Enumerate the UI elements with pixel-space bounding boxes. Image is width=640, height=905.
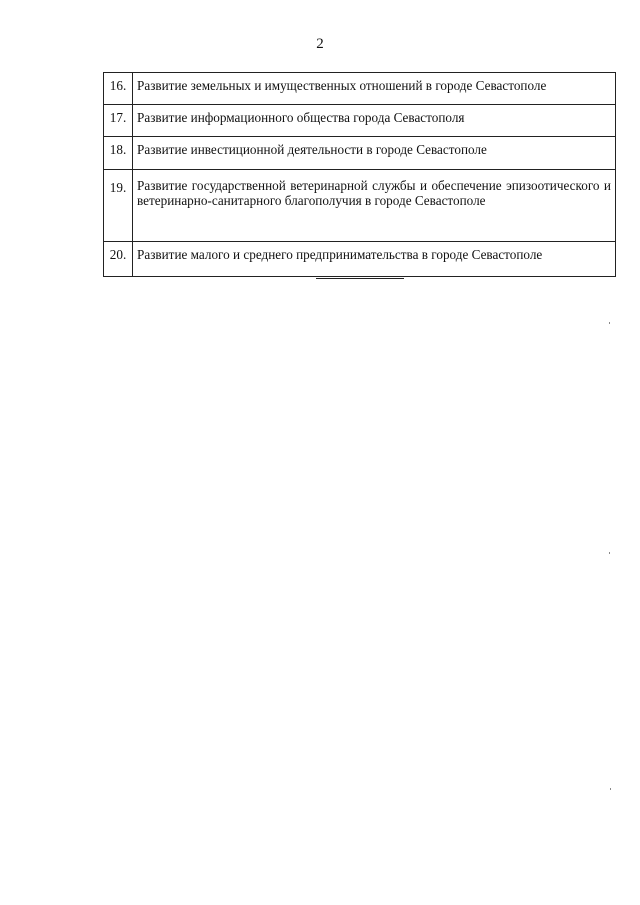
scan-artifact <box>609 322 610 324</box>
row-number: 17. <box>104 105 133 137</box>
row-number: 20. <box>104 242 133 277</box>
table-row <box>104 170 616 242</box>
program-name: Развитие земельных и имущественных отношений в городе Севастополе <box>133 73 616 105</box>
row-number: 18. <box>104 137 133 170</box>
end-of-document-rule <box>316 278 404 279</box>
program-name: Развитие малого и среднего предпринимательства в городе Севастополе <box>133 242 616 277</box>
page-number: 2 <box>316 36 324 52</box>
scan-artifact <box>609 552 610 554</box>
table-row <box>104 137 616 170</box>
scan-artifact <box>610 788 611 790</box>
row-number: 16. <box>104 73 133 105</box>
row-number: 19. <box>104 170 133 242</box>
programs-table <box>103 72 616 277</box>
table-row <box>104 242 616 277</box>
table-row <box>104 73 616 105</box>
table-row <box>104 105 616 137</box>
program-name: Развитие государственной ветеринарной службы и обеспечение эпизоотического и ветеринарно-санитарного благополучия в городе Севастополе <box>133 170 616 242</box>
program-name: Развитие информационного общества города Севастополя <box>133 105 616 137</box>
program-name: Развитие инвестиционной деятельности в городе Севастополе <box>133 137 616 170</box>
